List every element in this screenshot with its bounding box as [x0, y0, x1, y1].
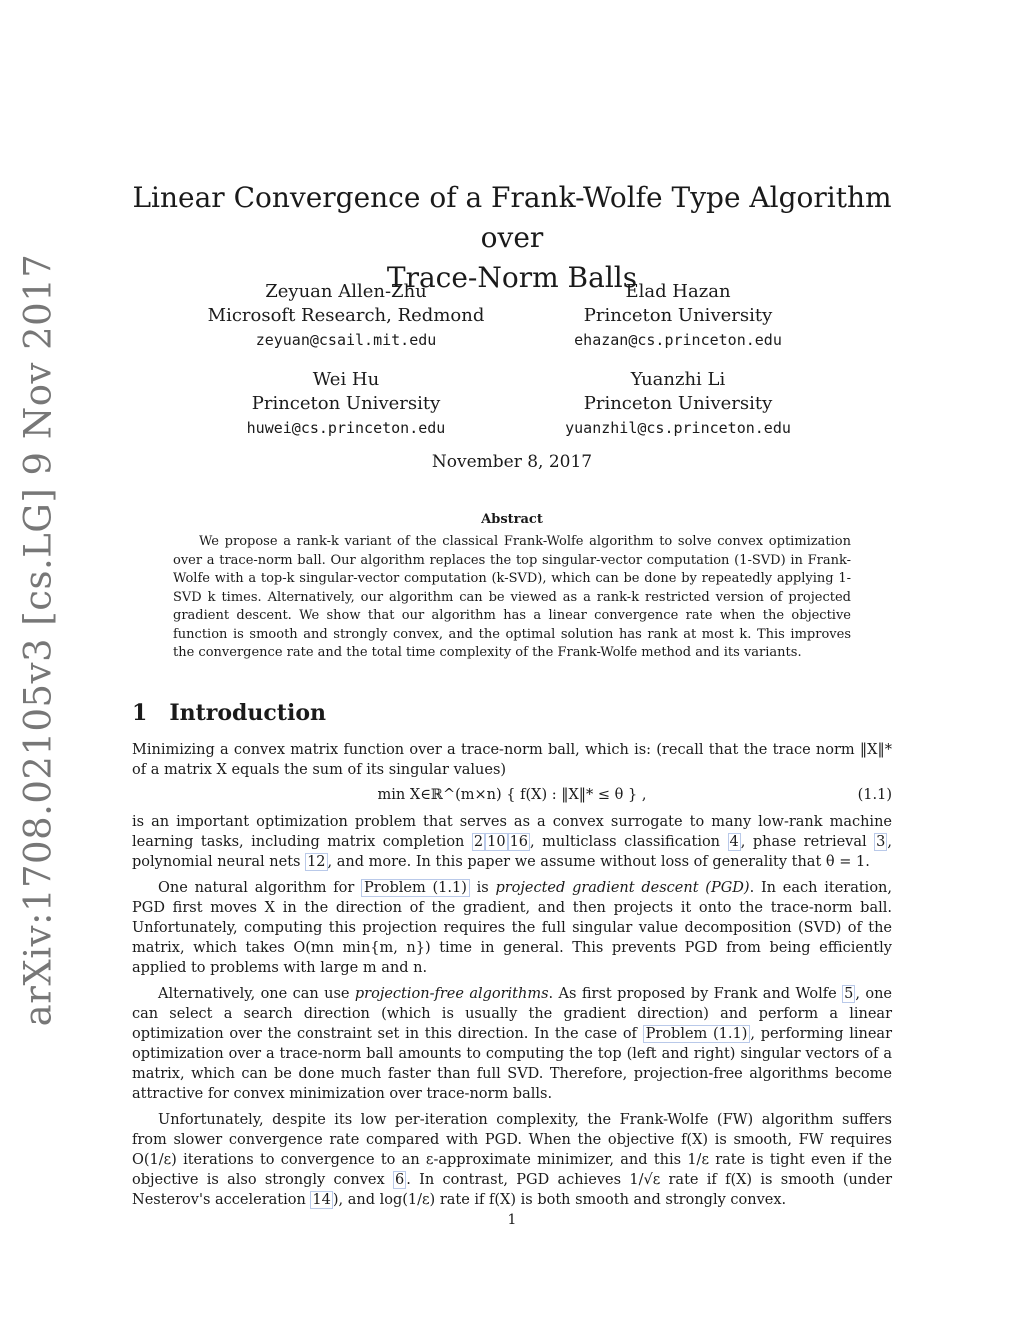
section-number: 1 — [132, 700, 148, 726]
author-name: Elad Hazan — [625, 281, 731, 302]
abstract-heading: Abstract — [481, 512, 543, 527]
author-name: Wei Hu — [312, 369, 380, 390]
text-run: , and more. In this paper we assume without loss of generality that θ = 1. — [327, 854, 870, 870]
citation-link[interactable]: 16 — [509, 834, 529, 850]
text-run: , performing linear optimization over a trace-norm ball amounts to computing the top (left and right) singular vectors of a matrix, which can be done much faster than full SVD. Therefore, projection-free algorithms become attractive for convex minimization over trace-norm balls. — [132, 1026, 892, 1102]
intro-paragraph-3 — [132, 878, 892, 978]
author-affiliation: Princeton University — [583, 305, 773, 326]
text-run: . As first proposed by Frank and Wolfe — [548, 986, 843, 1002]
citation-link[interactable]: 14 — [312, 1192, 331, 1208]
section-heading — [132, 700, 326, 726]
citation-link[interactable]: 10 — [487, 834, 506, 850]
problem-reference-link[interactable]: Problem (1.1) — [643, 1025, 751, 1043]
text-run: , phase retrieval — [740, 834, 875, 850]
publication-date: November 8, 2017 — [431, 452, 593, 472]
text-run: ), and log(1/ε) rate if f(X) is both smooth and strongly convex. — [332, 1192, 787, 1208]
citation-link[interactable]: 3 — [876, 834, 886, 850]
emphasis-text: projected gradient descent (PGD) — [495, 880, 750, 896]
author-name: Zeyuan Allen-Zhu — [265, 281, 427, 302]
abstract — [173, 512, 851, 663]
text-run: , multiclass classification — [530, 834, 728, 850]
problem-reference-link[interactable]: Problem (1.1) — [361, 879, 470, 897]
citation-link[interactable]: 12 — [307, 854, 326, 870]
title-line-2: Trace-Norm Balls — [386, 261, 638, 294]
author-affiliation: Princeton University — [251, 393, 441, 414]
author-email[interactable]: ehazan@cs.princeton.edu — [574, 331, 782, 349]
author-email[interactable]: huwei@cs.princeton.edu — [246, 419, 446, 437]
citation-link[interactable]: 5 — [844, 986, 854, 1002]
intro-paragraph-1: Minimizing a convex matrix function over a trace-norm ball, which is: (recall that the trace norm ‖X‖* of a matrix X equals the sum of its singular values) — [132, 742, 892, 778]
citation-link[interactable]: 2 — [473, 834, 484, 850]
text-run: , one can select a search direction (which is usually the gradient direction) and perform a linear optimization over the constraint set in this direction. In the case of — [132, 986, 892, 1042]
author-name: Yuanzhi Li — [630, 369, 726, 390]
text-run: is an important optimization problem that serves as a convex surrogate to many low-rank machine learning tasks, including matrix completion — [132, 814, 892, 850]
text-run: , polynomial neural nets — [132, 834, 892, 870]
emphasis-text: projection-free algorithms — [354, 986, 549, 1002]
text-run: is — [469, 880, 496, 896]
equation-expression: min X∈ℝ^(m×n) { f(X) : ‖X‖* ≤ θ } , — [377, 787, 647, 803]
abstract-text: We propose a rank-k variant of the classical Frank-Wolfe algorithm to solve convex optimization over a trace-norm ball. Our algorithm replaces the top singular-vector computation (1-SVD) in Frank-Wolfe with a top-k singular-vector computation (k-SVD), which can be done by repeatedly applying 1-SVD k times. Alternatively, our algorithm can be viewed as a rank-k restricted version of projected gradient descent. We show that our algorithm has a linear convergence rate when the objective function is smooth and strongly convex, and the optimal solution has rank at most k. This improves the convergence rate and the total time complexity of the Frank-Wolfe method and its variants. — [173, 534, 851, 660]
author-4 — [512, 368, 844, 440]
text-run: . In each iteration, PGD first moves X in the direction of the gradient, and then projects it onto the trace-norm ball. Unfortunately, computing this projection requires the full singular value decomposition (SVD) of the matrix, which takes O(mn min{m, n}) time in general. This prevents PGD from being efficiently applied to problems with large m and n. — [132, 880, 892, 976]
text-run: Unfortunately, despite its low per-iteration complexity, the Frank-Wolfe (FW) algorithm suffers from slower convergence rate compared with PGD. When the objective f(X) is smooth, FW requires O(1/ε) iterations to convergence to an ε-approximate minimizer, and this 1/ε rate is tight even if the objective is also strongly convex — [132, 1112, 892, 1188]
author-email[interactable]: zeyuan@csail.mit.edu — [255, 331, 437, 349]
text-run: . In contrast, PGD achieves 1/√ε rate if f(X) is smooth (under Nesterov's acceleration — [132, 1172, 892, 1208]
intro-paragraph-4 — [132, 984, 892, 1104]
author-block — [180, 280, 844, 440]
author-affiliation: Princeton University — [583, 393, 773, 414]
equation-label: (1.1) — [857, 787, 892, 803]
intro-paragraph-2 — [132, 812, 892, 872]
author-email[interactable]: yuanzhil@cs.princeton.edu — [565, 419, 791, 437]
page-number: 1 — [507, 1212, 517, 1228]
author-2 — [512, 280, 844, 352]
intro-paragraph-5 — [132, 1110, 892, 1210]
arxiv-sidebar-stamp: arXiv:1708.02105v3 [cs.LG] 9 Nov 2017 — [16, 253, 60, 1027]
text-run: Alternatively, one can use — [158, 986, 355, 1002]
citation-link[interactable]: 6 — [394, 1172, 405, 1188]
author-affiliation: Microsoft Research, Redmond — [207, 305, 485, 326]
text-run: One natural algorithm for — [158, 880, 362, 896]
section-title: Introduction — [169, 700, 326, 726]
title-line-1: Linear Convergence of a Frank-Wolfe Type Algorithm over — [132, 181, 892, 254]
author-3 — [180, 368, 512, 440]
citation-link[interactable]: 4 — [729, 834, 739, 850]
author-1 — [180, 280, 512, 352]
